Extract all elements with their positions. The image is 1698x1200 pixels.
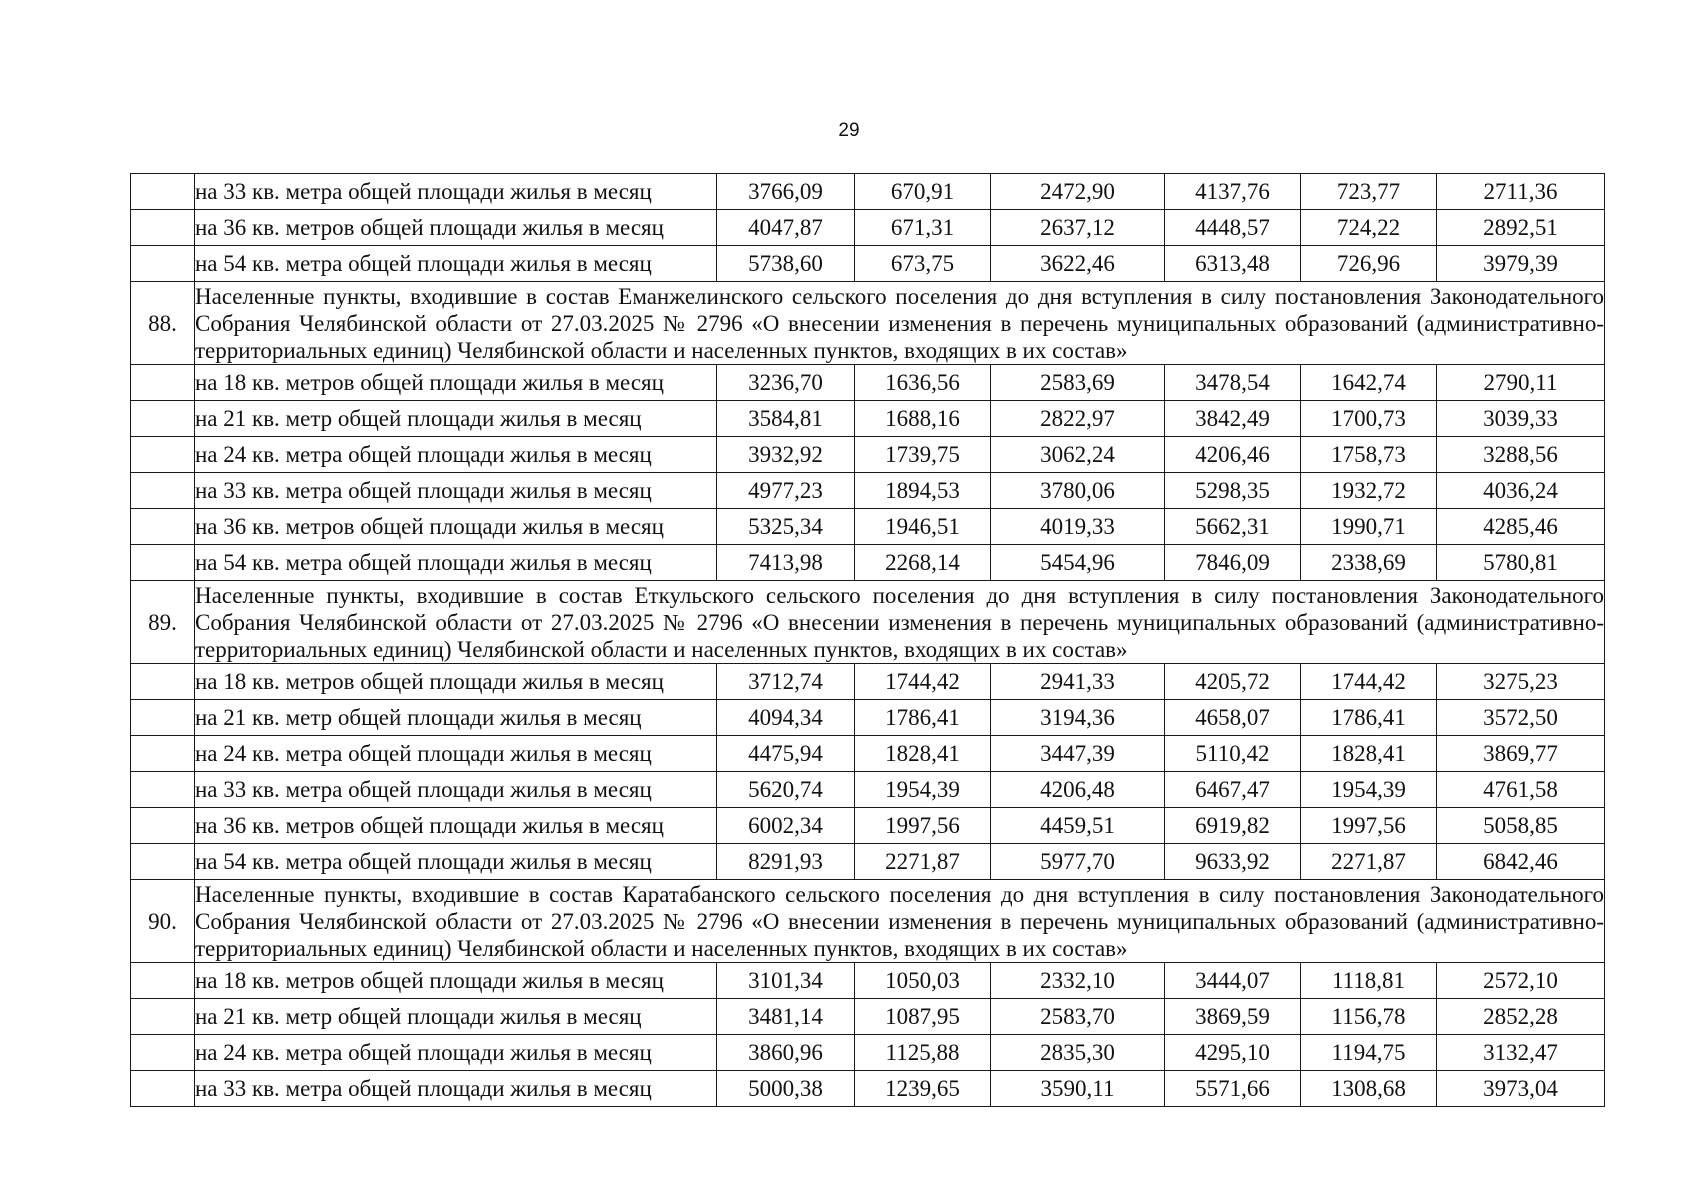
value-cell: 4206,48 [991, 772, 1165, 808]
value-cell: 1894,53 [855, 473, 991, 509]
value-cell: 5454,96 [991, 545, 1165, 581]
table-row [131, 736, 1605, 772]
value-cell: 2835,30 [991, 1035, 1165, 1071]
value-cell: 4094,34 [717, 700, 855, 736]
value-cell: 670,91 [855, 174, 991, 210]
section-header-row [131, 880, 1605, 963]
value-cell: 8291,93 [717, 844, 855, 880]
value-cell: 3766,09 [717, 174, 855, 210]
value-cell: 1636,56 [855, 365, 991, 401]
row-number-cell [131, 664, 195, 700]
tariff-table [130, 173, 1605, 1107]
row-label: на 21 кв. метр общей площади жилья в месяц [195, 999, 717, 1035]
value-cell: 1308,68 [1301, 1071, 1437, 1107]
table-row [131, 963, 1605, 999]
value-cell: 3444,07 [1165, 963, 1301, 999]
value-cell: 1642,74 [1301, 365, 1437, 401]
value-cell: 3860,96 [717, 1035, 855, 1071]
value-cell: 2583,69 [991, 365, 1165, 401]
row-number-cell [131, 509, 195, 545]
value-cell: 3039,33 [1437, 401, 1605, 437]
row-number-cell [131, 210, 195, 246]
row-label: на 33 кв. метра общей площади жилья в месяц [195, 473, 717, 509]
value-cell: 1118,81 [1301, 963, 1437, 999]
value-cell: 1954,39 [855, 772, 991, 808]
row-number-cell [131, 736, 195, 772]
value-cell: 4475,94 [717, 736, 855, 772]
row-label: на 33 кв. метра общей площади жилья в месяц [195, 174, 717, 210]
section-header-row [131, 282, 1605, 365]
value-cell: 4019,33 [991, 509, 1165, 545]
value-cell: 2852,28 [1437, 999, 1605, 1035]
value-cell: 4658,07 [1165, 700, 1301, 736]
row-number-cell [131, 700, 195, 736]
value-cell: 4206,46 [1165, 437, 1301, 473]
value-cell: 5620,74 [717, 772, 855, 808]
value-cell: 2941,33 [991, 664, 1165, 700]
value-cell: 3712,74 [717, 664, 855, 700]
value-cell: 3236,70 [717, 365, 855, 401]
value-cell: 1828,41 [855, 736, 991, 772]
value-cell: 4036,24 [1437, 473, 1605, 509]
value-cell: 4448,57 [1165, 210, 1301, 246]
row-number-cell [131, 437, 195, 473]
value-cell: 5662,31 [1165, 509, 1301, 545]
table-row [131, 401, 1605, 437]
value-cell: 1125,88 [855, 1035, 991, 1071]
row-number-cell [131, 772, 195, 808]
value-cell: 2711,36 [1437, 174, 1605, 210]
value-cell: 4137,76 [1165, 174, 1301, 210]
value-cell: 1997,56 [1301, 808, 1437, 844]
row-number-cell [131, 401, 195, 437]
value-cell: 2271,87 [1301, 844, 1437, 880]
row-label: на 54 кв. метра общей площади жилья в месяц [195, 844, 717, 880]
row-number-cell [131, 174, 195, 210]
value-cell: 1954,39 [1301, 772, 1437, 808]
value-cell: 3584,81 [717, 401, 855, 437]
table-row [131, 174, 1605, 210]
value-cell: 1758,73 [1301, 437, 1437, 473]
section-header-row [131, 581, 1605, 664]
value-cell: 3979,39 [1437, 246, 1605, 282]
row-label: на 54 кв. метра общей площади жилья в месяц [195, 545, 717, 581]
row-label: на 36 кв. метров общей площади жилья в месяц [195, 509, 717, 545]
table-row [131, 1071, 1605, 1107]
row-label: на 33 кв. метра общей площади жилья в месяц [195, 1071, 717, 1107]
value-cell: 5977,70 [991, 844, 1165, 880]
value-cell: 2271,87 [855, 844, 991, 880]
value-cell: 5780,81 [1437, 545, 1605, 581]
table-row [131, 509, 1605, 545]
value-cell: 723,77 [1301, 174, 1437, 210]
value-cell: 2637,12 [991, 210, 1165, 246]
value-cell: 6313,48 [1165, 246, 1301, 282]
table-row [131, 365, 1605, 401]
value-cell: 3842,49 [1165, 401, 1301, 437]
row-label: на 54 кв. метра общей площади жилья в месяц [195, 246, 717, 282]
value-cell: 3590,11 [991, 1071, 1165, 1107]
value-cell: 2268,14 [855, 545, 991, 581]
table-row [131, 999, 1605, 1035]
value-cell: 726,96 [1301, 246, 1437, 282]
value-cell: 4761,58 [1437, 772, 1605, 808]
table-row [131, 437, 1605, 473]
row-label: на 36 кв. метров общей площади жилья в месяц [195, 808, 717, 844]
value-cell: 9633,92 [1165, 844, 1301, 880]
row-number-cell [131, 1071, 195, 1107]
value-cell: 6467,47 [1165, 772, 1301, 808]
row-number-cell [131, 365, 195, 401]
table-body [131, 174, 1605, 1107]
section-number: 88. [131, 282, 195, 365]
value-cell: 2338,69 [1301, 545, 1437, 581]
value-cell: 3572,50 [1437, 700, 1605, 736]
table-row [131, 844, 1605, 880]
row-label: на 21 кв. метр общей площади жилья в месяц [195, 700, 717, 736]
value-cell: 3101,34 [717, 963, 855, 999]
value-cell: 3869,77 [1437, 736, 1605, 772]
value-cell: 1828,41 [1301, 736, 1437, 772]
row-label: на 18 кв. метров общей площади жилья в месяц [195, 365, 717, 401]
value-cell: 3132,47 [1437, 1035, 1605, 1071]
value-cell: 3194,36 [991, 700, 1165, 736]
value-cell: 1997,56 [855, 808, 991, 844]
value-cell: 4977,23 [717, 473, 855, 509]
row-label: на 36 кв. метров общей площади жилья в месяц [195, 210, 717, 246]
value-cell: 2572,10 [1437, 963, 1605, 999]
value-cell: 3447,39 [991, 736, 1165, 772]
value-cell: 4047,87 [717, 210, 855, 246]
value-cell: 5571,66 [1165, 1071, 1301, 1107]
value-cell: 2892,51 [1437, 210, 1605, 246]
value-cell: 6002,34 [717, 808, 855, 844]
value-cell: 3275,23 [1437, 664, 1605, 700]
value-cell: 1990,71 [1301, 509, 1437, 545]
row-number-cell [131, 246, 195, 282]
value-cell: 1744,42 [1301, 664, 1437, 700]
value-cell: 671,31 [855, 210, 991, 246]
row-label: на 24 кв. метра общей площади жилья в месяц [195, 437, 717, 473]
value-cell: 724,22 [1301, 210, 1437, 246]
value-cell: 6842,46 [1437, 844, 1605, 880]
value-cell: 1739,75 [855, 437, 991, 473]
value-cell: 1786,41 [855, 700, 991, 736]
value-cell: 6919,82 [1165, 808, 1301, 844]
value-cell: 5000,38 [717, 1071, 855, 1107]
value-cell: 7413,98 [717, 545, 855, 581]
table-row [131, 473, 1605, 509]
value-cell: 7846,09 [1165, 545, 1301, 581]
value-cell: 1087,95 [855, 999, 991, 1035]
value-cell: 2332,10 [991, 963, 1165, 999]
value-cell: 5058,85 [1437, 808, 1605, 844]
value-cell: 5110,42 [1165, 736, 1301, 772]
value-cell: 3869,59 [1165, 999, 1301, 1035]
table-row [131, 808, 1605, 844]
value-cell: 1194,75 [1301, 1035, 1437, 1071]
row-number-cell [131, 473, 195, 509]
value-cell: 3062,24 [991, 437, 1165, 473]
value-cell: 4285,46 [1437, 509, 1605, 545]
row-number-cell [131, 844, 195, 880]
table-row [131, 246, 1605, 282]
value-cell: 2822,97 [991, 401, 1165, 437]
page-number: 29 [838, 120, 860, 141]
value-cell: 3780,06 [991, 473, 1165, 509]
section-number: 90. [131, 880, 195, 963]
value-cell: 673,75 [855, 246, 991, 282]
value-cell: 3288,56 [1437, 437, 1605, 473]
row-label: на 21 кв. метр общей площади жилья в месяц [195, 401, 717, 437]
row-number-cell [131, 545, 195, 581]
section-number: 89. [131, 581, 195, 664]
section-heading: Населенные пункты, входившие в состав Каратабанского сельского поселения до дня вступления в силу постановления Законодательного Собрания Челябинской области от 27.03.2025 № 2796 «О внесении изменения в перечень муниципальных образований (административно-территориальных единиц) Челябинской области и населенных пунктов, входящих в их состав» [195, 881, 1604, 961]
table-row [131, 1035, 1605, 1071]
section-heading: Населенные пункты, входившие в состав Еткульского сельского поселения до дня вступления в силу постановления Законодательного Собрания Челябинской области от 27.03.2025 № 2796 «О внесении изменения в перечень муниципальных образований (административно-территориальных единиц) Челябинской области и населенных пунктов, входящих в их состав» [195, 582, 1604, 662]
row-number-cell [131, 963, 195, 999]
value-cell: 5298,35 [1165, 473, 1301, 509]
value-cell: 4459,51 [991, 808, 1165, 844]
value-cell: 1700,73 [1301, 401, 1437, 437]
value-cell: 1932,72 [1301, 473, 1437, 509]
value-cell: 1050,03 [855, 963, 991, 999]
value-cell: 1744,42 [855, 664, 991, 700]
row-label: на 18 кв. метров общей площади жилья в месяц [195, 963, 717, 999]
value-cell: 5738,60 [717, 246, 855, 282]
row-label: на 33 кв. метра общей площади жилья в месяц [195, 772, 717, 808]
row-number-cell [131, 808, 195, 844]
value-cell: 1688,16 [855, 401, 991, 437]
table-row [131, 210, 1605, 246]
value-cell: 1946,51 [855, 509, 991, 545]
row-label: на 24 кв. метра общей площади жилья в месяц [195, 736, 717, 772]
row-number-cell [131, 1035, 195, 1071]
value-cell: 3973,04 [1437, 1071, 1605, 1107]
value-cell: 4295,10 [1165, 1035, 1301, 1071]
value-cell: 5325,34 [717, 509, 855, 545]
value-cell: 3932,92 [717, 437, 855, 473]
value-cell: 1239,65 [855, 1071, 991, 1107]
table-row [131, 700, 1605, 736]
row-label: на 18 кв. метров общей площади жилья в месяц [195, 664, 717, 700]
value-cell: 3622,46 [991, 246, 1165, 282]
value-cell: 1786,41 [1301, 700, 1437, 736]
row-label: на 24 кв. метра общей площади жилья в месяц [195, 1035, 717, 1071]
value-cell: 1156,78 [1301, 999, 1437, 1035]
value-cell: 3478,54 [1165, 365, 1301, 401]
table-row [131, 772, 1605, 808]
section-heading: Населенные пункты, входившие в состав Еманжелинского сельского поселения до дня вступления в силу постановления Законодательного Собрания Челябинской области от 27.03.2025 № 2796 «О внесении изменения в перечень муниципальных образований (административно-территориальных единиц) Челябинской области и населенных пунктов, входящих в их состав» [195, 283, 1604, 363]
table-row [131, 545, 1605, 581]
row-number-cell [131, 999, 195, 1035]
value-cell: 4205,72 [1165, 664, 1301, 700]
value-cell: 2583,70 [991, 999, 1165, 1035]
value-cell: 2790,11 [1437, 365, 1605, 401]
value-cell: 2472,90 [991, 174, 1165, 210]
table-row [131, 664, 1605, 700]
value-cell: 3481,14 [717, 999, 855, 1035]
